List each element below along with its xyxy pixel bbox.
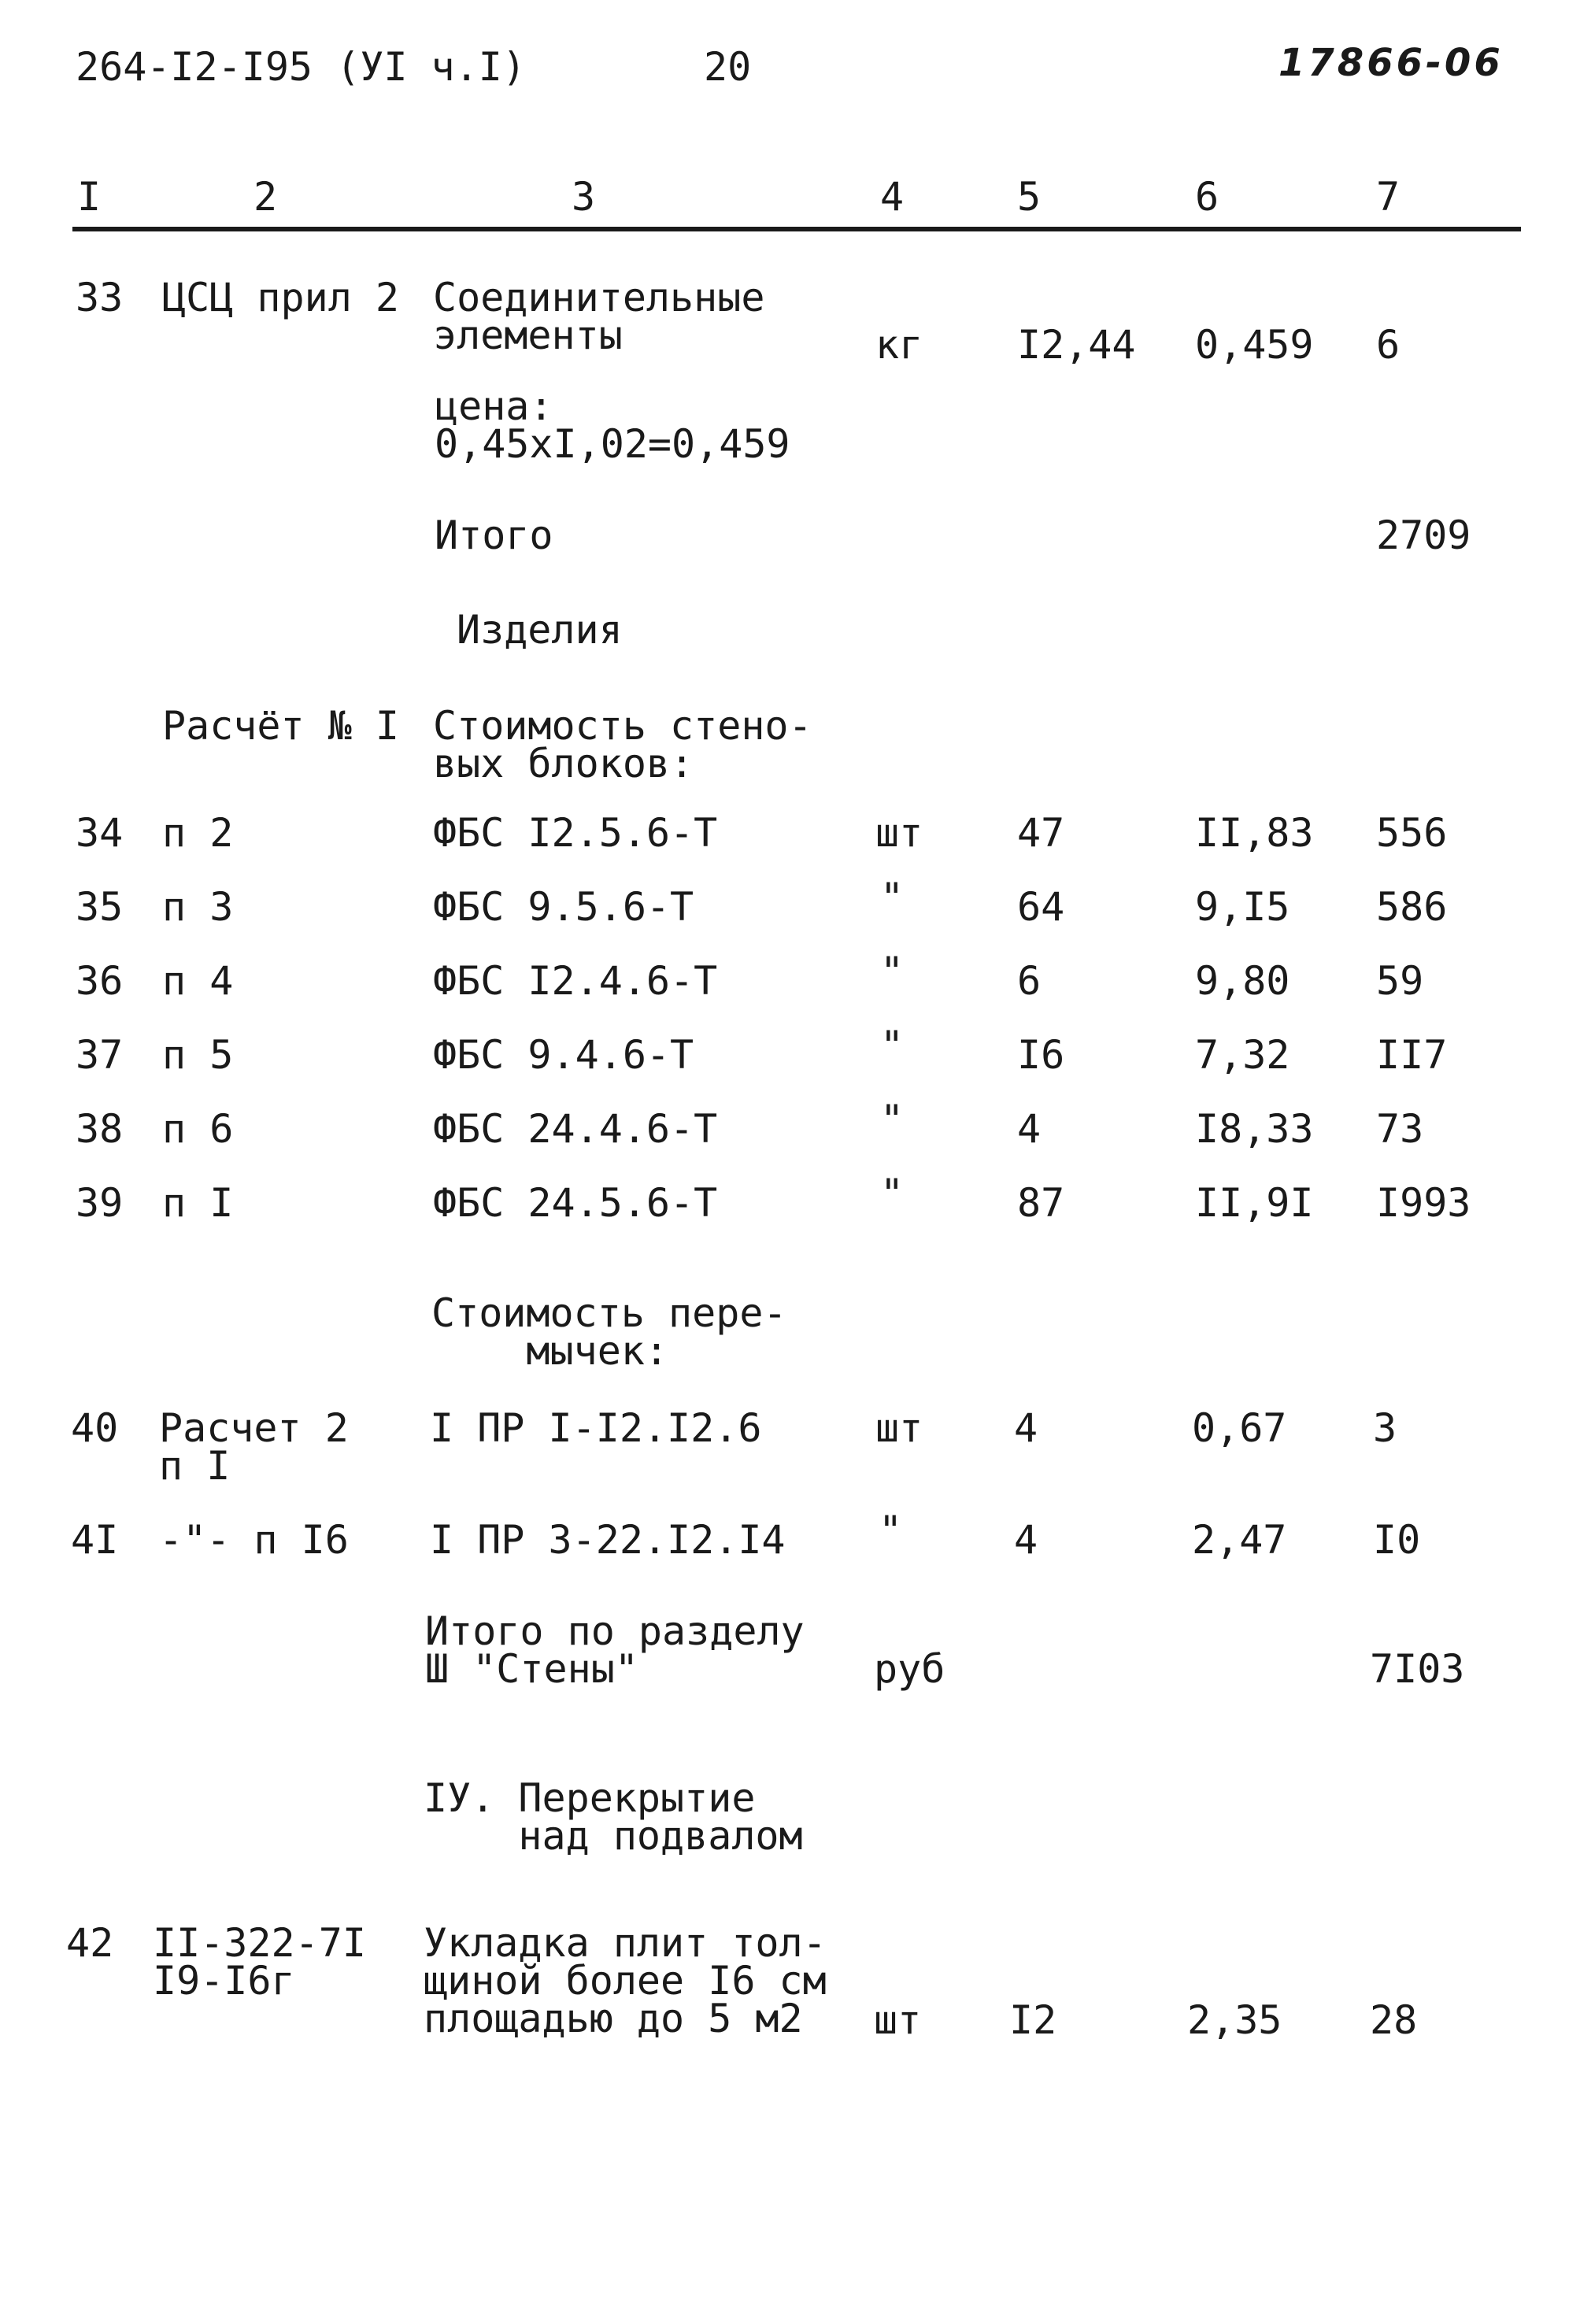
- row-number: 34: [76, 810, 124, 856]
- row-quantity: I2,44: [1017, 322, 1136, 368]
- row-unit: ": [880, 949, 905, 994]
- row-total: 586: [1376, 884, 1448, 930]
- page-number: 20: [704, 44, 752, 90]
- row-total: I0: [1373, 1517, 1421, 1563]
- row-name: ФБС 24.4.6-Т: [433, 1106, 718, 1152]
- row-unit: шт: [875, 810, 923, 856]
- header-divider: [72, 227, 1521, 231]
- row-number: 42: [66, 1920, 114, 1966]
- row-quantity: 64: [1017, 884, 1065, 930]
- document-code: 264-I2-I95 (УI ч.I): [76, 44, 526, 90]
- row-number: 38: [76, 1106, 124, 1152]
- row-quantity: 6: [1017, 958, 1042, 1004]
- row-price: 0,67: [1192, 1405, 1287, 1451]
- row-quantity: 4: [1017, 1106, 1042, 1152]
- row-total: 556: [1376, 810, 1448, 856]
- row-number: 33: [76, 275, 124, 320]
- column-header-2: 2: [253, 174, 278, 220]
- section-heading: Изделия: [457, 607, 623, 653]
- row-number: 40: [71, 1405, 119, 1451]
- column-header-3: 3: [572, 174, 596, 220]
- row-basis: п 5: [162, 1032, 234, 1078]
- row-total: 6: [1376, 322, 1401, 368]
- row-total: 59: [1376, 958, 1424, 1004]
- row-unit: ": [880, 1171, 905, 1216]
- row-total: 73: [1376, 1106, 1424, 1152]
- row-price: 9,I5: [1195, 884, 1290, 930]
- row-number: 4I: [71, 1517, 119, 1563]
- row-basis: II-322-7I I9-I6г: [153, 1920, 366, 2004]
- subtotal-value: 2709: [1376, 513, 1471, 558]
- row-basis: ЦСЦ прил 2: [162, 275, 400, 320]
- row-name: ФБС 9.5.6-Т: [433, 884, 694, 930]
- row-total: II7: [1376, 1032, 1448, 1078]
- row-name: ФБС 9.4.6-Т: [433, 1032, 694, 1078]
- section-heading: IУ. Перекрытие над подвалом: [424, 1775, 803, 1859]
- row-unit: ": [880, 1097, 905, 1142]
- row-name: I ПР I-I2.I2.6: [430, 1405, 762, 1451]
- group-heading: Стоимость пере- мычек:: [431, 1290, 787, 1374]
- row-name: I ПР 3-22.I2.I4: [430, 1517, 786, 1563]
- row-quantity: I2: [1009, 1997, 1057, 2043]
- group-heading: Стоимость стено- вых блоков:: [433, 703, 812, 786]
- row-basis: Расчет 2 п I: [159, 1405, 349, 1489]
- section-total-unit: руб: [874, 1646, 945, 1692]
- row-price: 2,47: [1192, 1517, 1287, 1563]
- row-basis: п 6: [162, 1106, 234, 1152]
- row-name: Соединительные элементы: [433, 275, 765, 358]
- row-price: 2,35: [1187, 1997, 1282, 2043]
- row-name: ФБС I2.4.6-Т: [433, 958, 718, 1004]
- price-note: цена: 0,45хI,02=0,459: [435, 383, 790, 467]
- row-basis: п 3: [162, 884, 234, 930]
- row-basis: п 2: [162, 810, 234, 856]
- row-quantity: 47: [1017, 810, 1065, 856]
- row-basis: Расчёт № I: [162, 703, 400, 749]
- row-name: ФБС I2.5.6-Т: [433, 810, 718, 856]
- row-quantity: I6: [1017, 1032, 1065, 1078]
- column-header-6: 6: [1195, 174, 1219, 220]
- row-unit: ": [879, 1508, 903, 1553]
- row-unit: ": [880, 1023, 905, 1068]
- row-total: 3: [1373, 1405, 1397, 1451]
- row-name: ФБС 24.5.6-Т: [433, 1180, 718, 1226]
- section-total-value: 7I03: [1370, 1646, 1465, 1692]
- column-header-4: 4: [880, 174, 905, 220]
- column-header-1: I: [77, 174, 102, 220]
- row-price: 7,32: [1195, 1032, 1290, 1078]
- row-number: 37: [76, 1032, 124, 1078]
- row-name: Укладка плит тол- щиной более I6 см площадью до 5 м2: [424, 1920, 827, 2041]
- row-total: 28: [1370, 1997, 1418, 2043]
- row-basis: п 4: [162, 958, 234, 1004]
- subtotal-label: Итого: [435, 513, 553, 558]
- row-quantity: 4: [1014, 1405, 1038, 1451]
- section-total-label: Итого по разделу Ш "Стены": [425, 1608, 805, 1692]
- row-quantity: 4: [1014, 1517, 1038, 1563]
- row-quantity: 87: [1017, 1180, 1065, 1226]
- row-unit: ": [880, 875, 905, 920]
- row-price: 0,459: [1195, 322, 1314, 368]
- row-number: 39: [76, 1180, 124, 1226]
- row-basis: п I: [162, 1180, 234, 1226]
- row-price: II,83: [1195, 810, 1314, 856]
- row-unit: кг: [875, 322, 923, 368]
- row-unit: шт: [875, 1405, 923, 1451]
- column-header-5: 5: [1017, 174, 1042, 220]
- row-number: 35: [76, 884, 124, 930]
- row-price: I8,33: [1195, 1106, 1314, 1152]
- row-number: 36: [76, 958, 124, 1004]
- row-price: II,9I: [1195, 1180, 1314, 1226]
- row-unit: шт: [874, 1997, 922, 2043]
- row-basis: -"- п I6: [159, 1517, 349, 1563]
- row-total: I993: [1376, 1180, 1471, 1226]
- column-header-7: 7: [1376, 174, 1401, 220]
- handwritten-inventory-number: 17866-06: [1278, 41, 1504, 85]
- row-price: 9,80: [1195, 958, 1290, 1004]
